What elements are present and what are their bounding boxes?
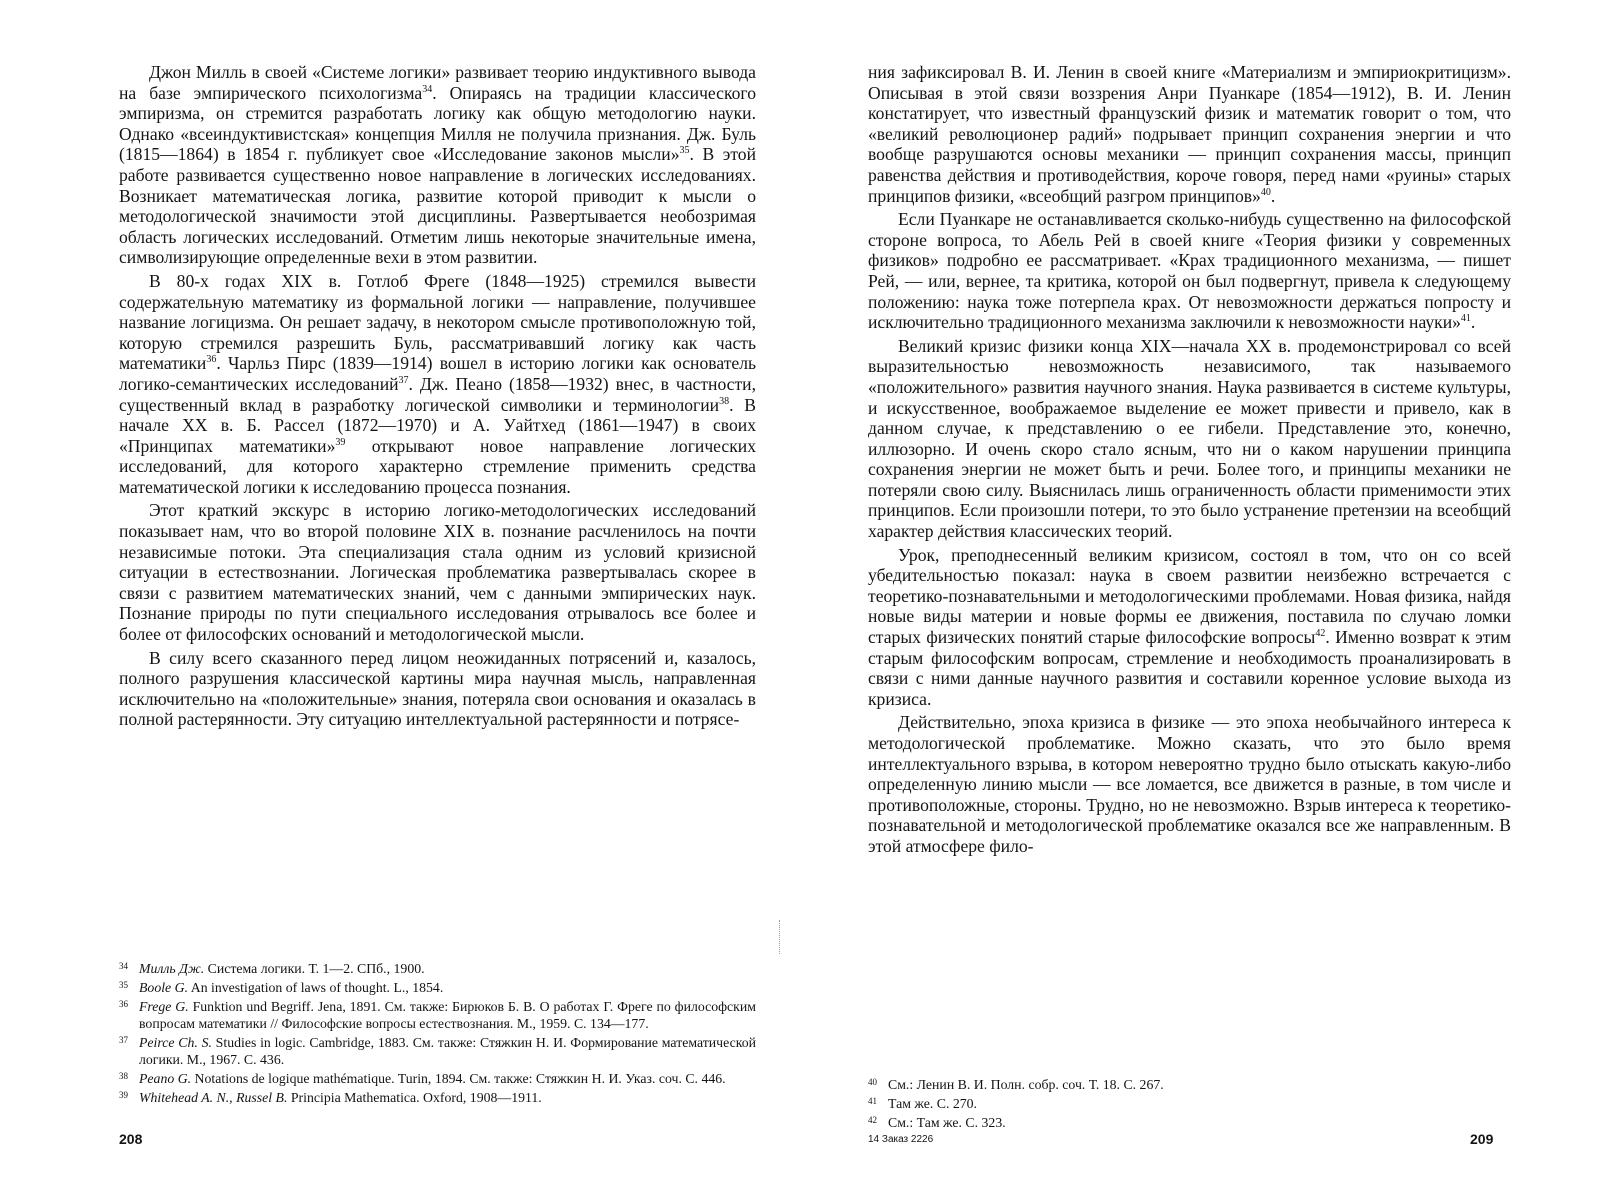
paragraph-text: . xyxy=(1470,312,1476,333)
footnote xyxy=(868,1093,1511,1112)
footnote xyxy=(868,1112,1511,1131)
paragraph-text: ния зафиксировал В. И. Ленин в своей книге «Материализм и эмпириокритицизм». Описывая в этой связи воззрения Анри Пуанкаре (1854—1912), В. И. Ленин констатирует, что известный французский физик и математик говорит о том, что «великий революционер радий» подрывает принцип сохранения энергии и что вообще разрушаются основы механики — принцип сохранения массы, принцип равенства действия и противодействия, короче говоря, перед нами «руины» старых принципов физики, «всеобщий разгром принципов» xyxy=(868,62,1511,206)
page-number: 209 xyxy=(1470,1131,1494,1147)
footnote-text: См.: Ленин В. И. Полн. собр. соч. Т. 18. С. 267. xyxy=(888,1077,1164,1092)
paragraph-text: В 80-х годах XIX в. Готлоб Фреге (1848—1925) стремился вывести содержательную математику из формальной логики — направление, получившее название логицизма. Он решает задачу, в некотором смысле противоположную той, которую стремился разрешить Буль, рассматривавший логику как часть математики xyxy=(119,270,756,374)
paragraph-text: . В начале XX в. Б. Рассел (1872—1970) и А. Уайтхед (1861—1947) в своих «Принципах математики» xyxy=(119,394,756,456)
paragraph-text: . xyxy=(1270,185,1276,206)
footnote xyxy=(119,977,756,996)
footnote xyxy=(868,1074,1511,1093)
paragraph-text: открывают новое направление логических исследований, для которого характерно стремление применить средства математической логики к исследованию процесса познания. xyxy=(119,435,756,497)
right-page xyxy=(803,0,1606,1190)
footnote-ref: 36 xyxy=(206,354,217,366)
footnote-number: 38 xyxy=(119,1071,128,1081)
left-body-text xyxy=(119,62,756,733)
printer-signature-mark: 14 Заказ 2226 xyxy=(868,1134,934,1145)
footnote-text: Notations de logique mathématique. Turin, 1894. См. также: Стяжкин Н. И. Указ. соч. С. 446. xyxy=(191,1071,726,1086)
footnote xyxy=(119,996,756,1032)
paragraph-text: Урок, преподнесенный великим кризисом, состоял в том, что он со всей убедительностью показал: наука в своем развитии неизбежно встречается с теоретико-познавательными и методологическими проблемами. Новая физика, найдя новые виды материи и новые формы ее движения, поставила по случаю ломки старых физических понятий старые философские вопросы xyxy=(868,544,1511,648)
footnote-author: Peano G. xyxy=(139,1071,192,1086)
paragraph xyxy=(119,271,756,498)
page-number: 208 xyxy=(119,1131,143,1147)
paragraph: Действительно, эпоха кризиса в физике — это эпоха необычайного интереса к методологической проблематике. Можно сказать, что это было время интеллектуального взрыва, в котором невероятно трудно было отыскать какую-либо определенную линию мысли — все ломается, все движется в разные, в том числе и противоположные, стороны. Трудно, но не невозможно. Взрыв интереса к теоретико-познавательной и методологической проблематике оказался все же направленным. В этой атмосфере фило- xyxy=(868,712,1511,856)
footnote-ref: 39 xyxy=(335,436,346,448)
paragraph: В силу всего сказанного перед лицом неожиданных потрясений и, казалось, полного разрушения классической картины мира научная мысль, направленная исключительно на «положительные» знания, потеряла свои основания и оказалась в полной растерянности. Эту ситуацию интеллектуальной растерянности и потрясе- xyxy=(119,647,756,730)
footnote-ref: 41 xyxy=(1460,313,1471,325)
paragraph: Этот краткий экскурс в историю логико-методологических исследований показывает нам, что во второй половине XIX в. познание расчленилось на почти независимые потоки. Эта специализация стала одним из условий кризисной ситуации в естествознании. Логическая проблематика развертывалась скорее в связи с развитием математических знаний, чем с данными эмпирических наук. Познание природы по пути специального исследования отрывалось все более и более от философских оснований и методологической мысли. xyxy=(119,500,756,645)
footnote xyxy=(119,1032,756,1068)
footnote-number: 42 xyxy=(868,1115,877,1125)
paragraph xyxy=(868,62,1511,206)
footnote-text: An investigation of laws of thought. L., 1854. xyxy=(188,980,444,995)
footnote-ref: 34 xyxy=(422,83,433,95)
footnote-text: Funktion und Begriff. Jena, 1891. См. также: Бирюков Б. В. О работах Г. Фреге по философским вопросам математики // Философские вопросы естествознания. М., 1959. С. 134—177. xyxy=(139,999,756,1031)
footnote xyxy=(119,1068,756,1087)
paragraph xyxy=(868,209,1511,333)
paragraph-text: . В этой работе развивается существенно новое направление в логических исследованиях. Возникает математическая логика, развитие которой приводит к мысли о методологической значимости этой дисциплины. Развертывается необозримая область логических исследований. Отметим лишь некоторые значительные имена, символизирующие определенные вехи в этом развитии. xyxy=(119,144,756,268)
footnote xyxy=(119,958,756,977)
footnote-number: 40 xyxy=(868,1077,877,1087)
right-body-text xyxy=(868,62,1511,860)
footnote-number: 39 xyxy=(119,1090,128,1100)
footnote-author: Whitehead A. N., Russel B. xyxy=(139,1090,288,1105)
footnote-ref: 38 xyxy=(719,395,730,407)
paragraph-text: Джон Милль в своей «Системе логики» развивает теорию индуктивного вывода на базе эмпирического психологизма xyxy=(119,62,756,103)
footnote-author: Милль Дж. xyxy=(139,961,205,976)
paragraph-text: . Чарльз Пирс (1839—1914) вошел в историю логики как основатель логико-семантических исследований xyxy=(119,353,756,394)
footnote xyxy=(119,1087,756,1106)
paragraph: Великий кризис физики конца XIX—начала XX в. продемонстрировал со всей выразительностью невозможность независимого, так называемого «положительного» развития научного знания. Наука развивается в системе культуры, и искусственное, воображаемое выделение ее может привести и привело, как в данном случае, к представлению о ее гибели. Представление это, конечно, иллюзорно. И очень скоро стало ясным, что ни о каком нарушении принципа сохранения энергии не может быть и речи. Более того, и принципы механики не потеряли свою силу. Выяснилась лишь ограниченность области применимости этих принципов. Если произошли потери, то это было устранение претензии на всеобщий характер действия классических теорий. xyxy=(868,335,1511,542)
paragraph-text: . Опираясь на традиции классического эмпиризма, он стремится разработать логику как общую методологию науки. Однако «всеиндуктивистская» концепция Милля не получила признания. Дж. Буль (1815—1864) в 1854 г. публикует свое «Исследование законов мысли» xyxy=(119,82,756,165)
paragraph xyxy=(868,545,1511,710)
paragraph-text: . Дж. Пеано (1858—1932) внес, в частности, существенный вклад в разработку логической символики и терминологии xyxy=(119,373,756,415)
paragraph-text: . Именно возврат к этим старым философским вопросам, стремление и необходимость проанализировать в связи с ними данные научного развития и составили коренное условие выхода из кризиса. xyxy=(868,627,1511,709)
right-footnotes xyxy=(868,1074,1511,1131)
paragraph-text: Если Пуанкаре не останавливается сколько-нибудь существенно на философской стороне вопроса, то Абель Рей в своей книге «Теория физики у современных физиков» подробно ее рассматривает. «Крах традиционного механизма, — пишет Рей, — или, вернее, та критика, которой он был подвергнут, привела к следующему положению: наука тоже потерпела крах. От невозможности держаться попросту и исключительно традиционного механизма заключили к невозможности науки» xyxy=(868,209,1511,333)
footnote-ref: 35 xyxy=(679,145,690,157)
left-footnotes xyxy=(119,958,756,1106)
footnote-text: Principia Mathematica. Oxford, 1908—1911. xyxy=(287,1090,542,1105)
footnote-ref: 40 xyxy=(1260,186,1271,198)
paragraph xyxy=(119,62,756,268)
footnote-ref: 37 xyxy=(398,375,409,387)
footnote-number: 34 xyxy=(119,961,128,971)
footnote-author: Frege G. xyxy=(139,999,189,1014)
footnote-ref: 42 xyxy=(1315,628,1326,640)
footnote-author: Boole G. xyxy=(139,980,189,995)
footnote-text: Система логики. Т. 1—2. СПб., 1900. xyxy=(204,961,425,976)
footnote-number: 41 xyxy=(868,1096,877,1106)
footnote-number: 37 xyxy=(119,1035,128,1045)
footnote-text: Там же. С. 270. xyxy=(888,1096,978,1111)
footnote-text: Studies in logic. Cambridge, 1883. См. также: Стяжкин Н. И. Формирование математической логики. М., 1967. С. 436. xyxy=(139,1035,756,1067)
gutter-divider xyxy=(779,920,784,954)
footnote-number: 35 xyxy=(119,980,128,990)
footnote-number: 36 xyxy=(119,999,128,1009)
footnote-text: См.: Там же. С. 323. xyxy=(888,1115,1006,1130)
footnote-author: Peirce Ch. S. xyxy=(139,1035,212,1050)
